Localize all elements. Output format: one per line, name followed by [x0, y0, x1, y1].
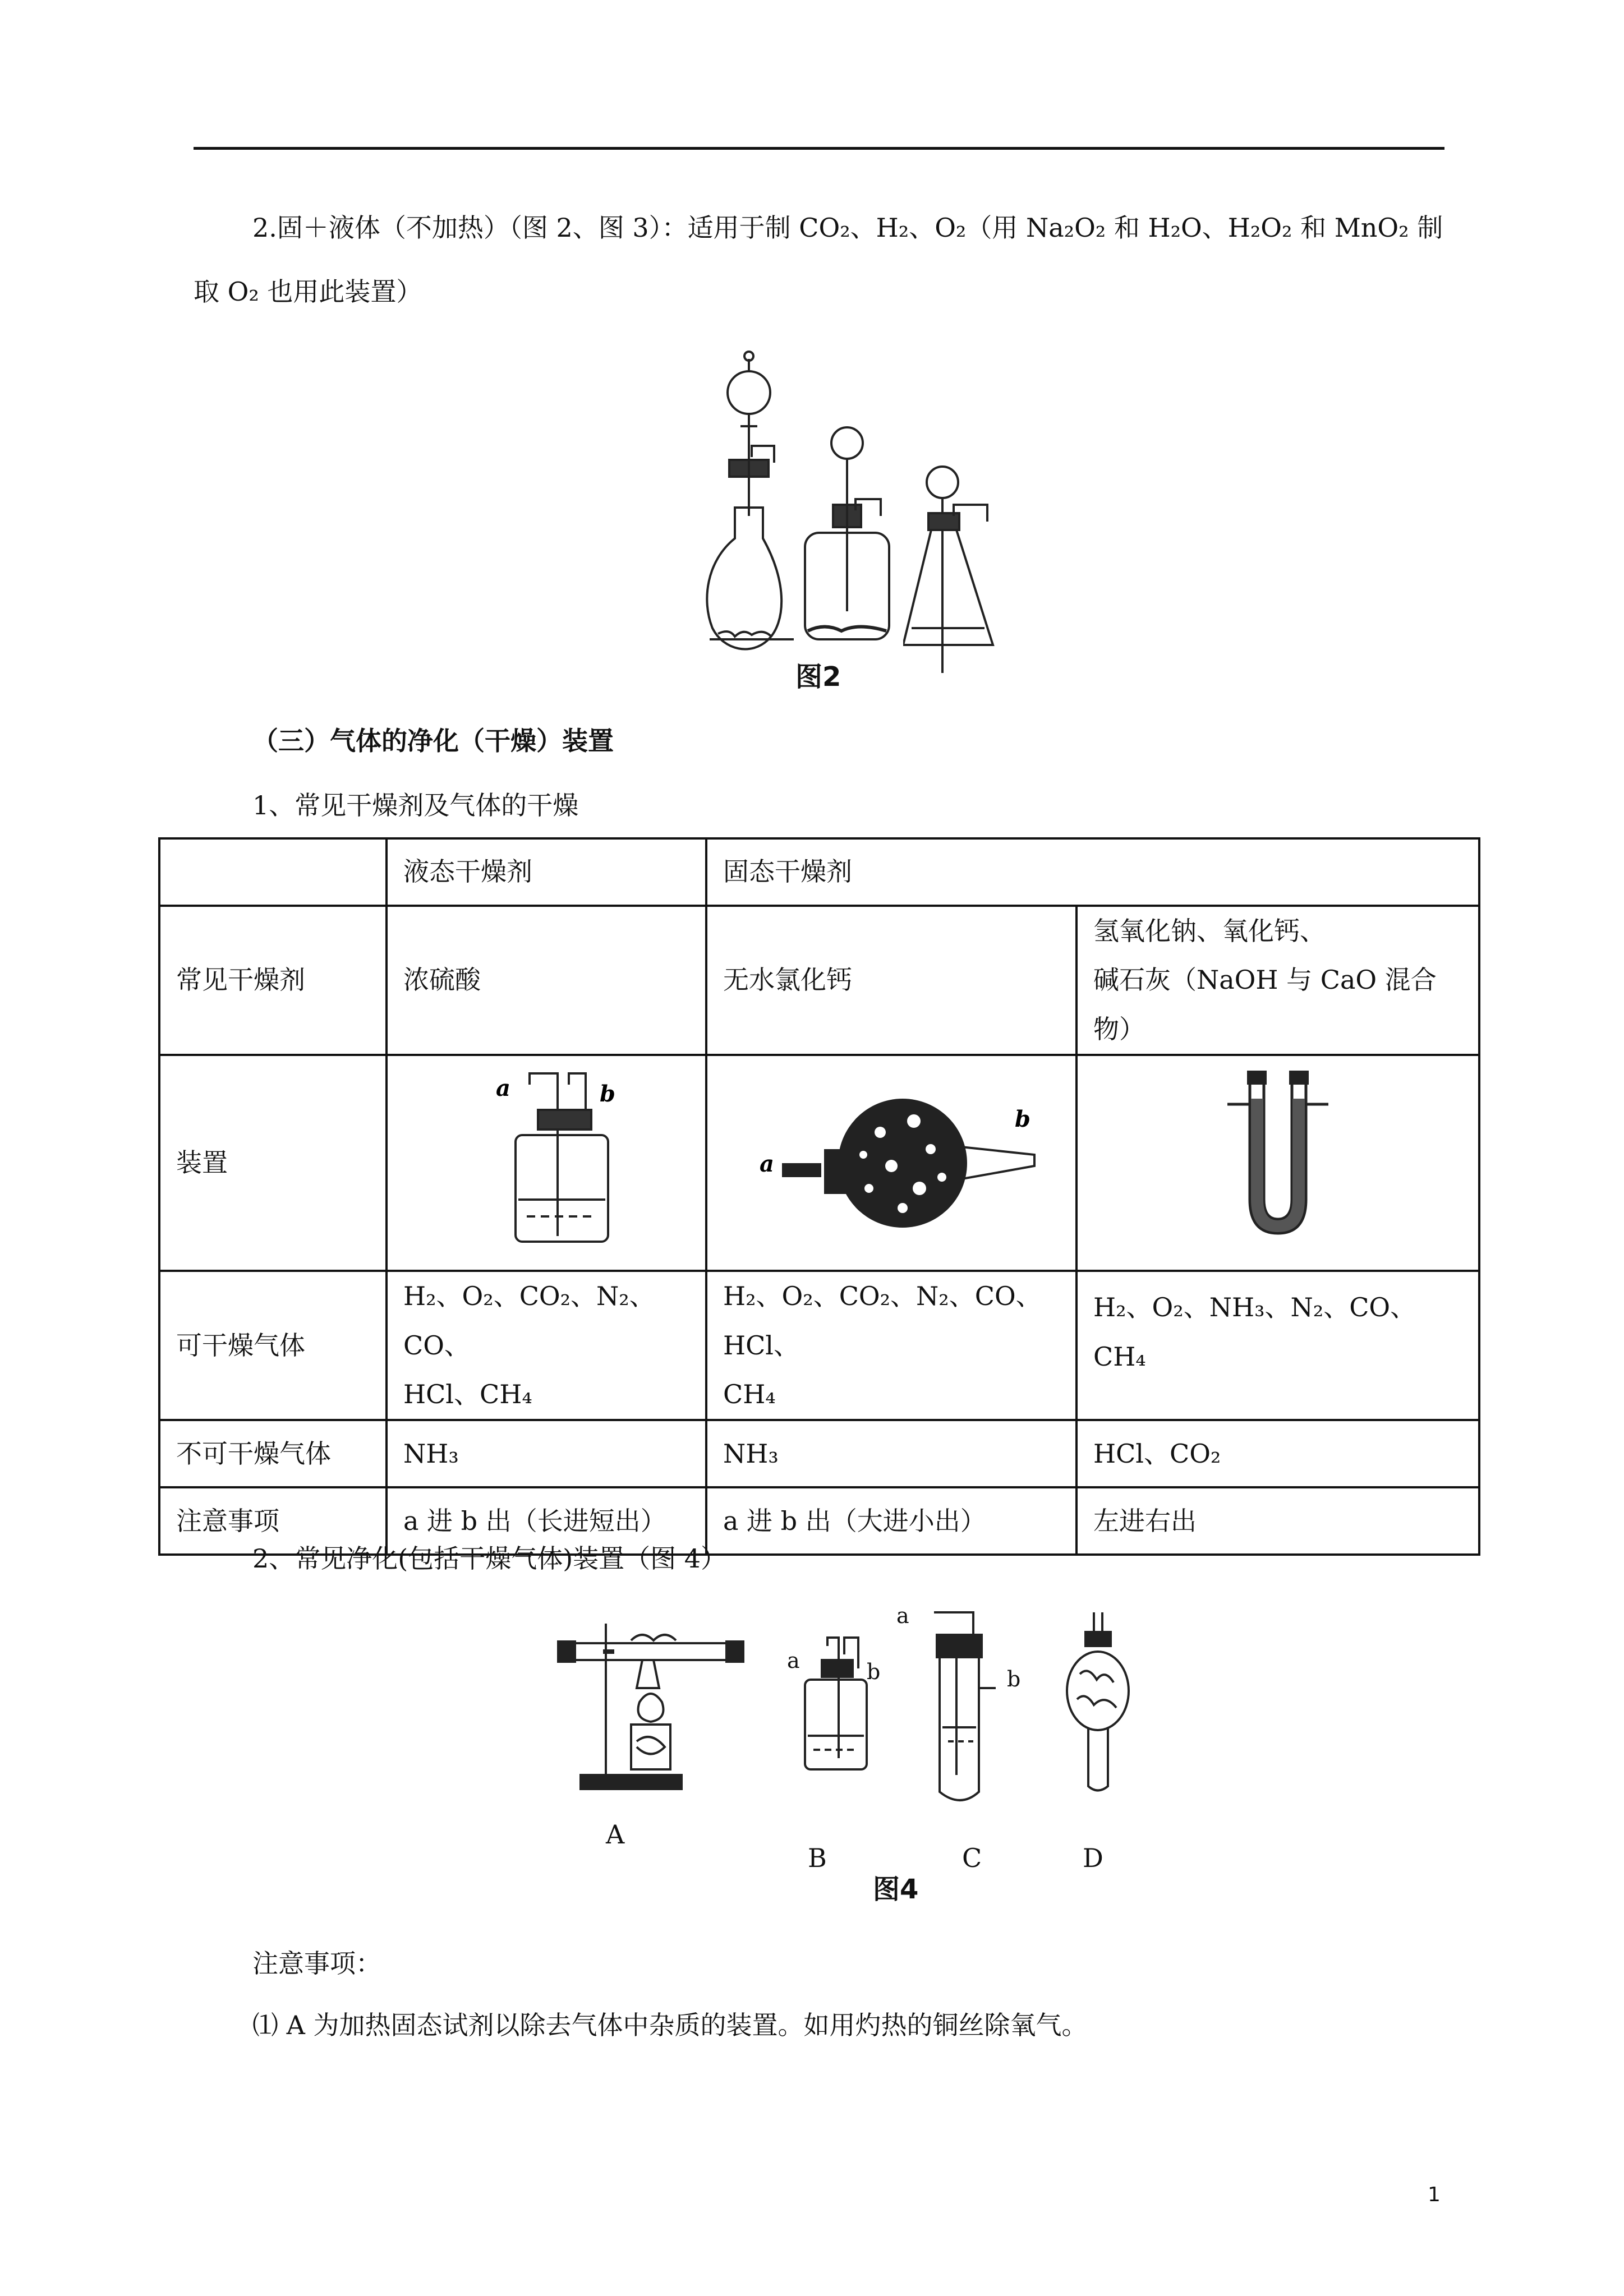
u-tube [1222, 1065, 1334, 1244]
table-cell-multiline [1076, 906, 1479, 1055]
page-number: 1 [1428, 2183, 1441, 2206]
gas-wash-bottle [473, 1062, 619, 1247]
sub2-text: 2、常见净化(包括干燥气体)装置（图 4） [252, 1543, 727, 1574]
funnel-bulb [728, 371, 770, 414]
table-row-label: 可干燥气体 [159, 1271, 387, 1420]
label-b: b [600, 1081, 615, 1108]
label-b: b [1015, 1106, 1030, 1133]
drying-bulb [734, 1082, 1048, 1228]
figure-4-label-D: D [1083, 1843, 1103, 1873]
figure-4-label-A: A [606, 1819, 625, 1850]
notes-heading: 注意事项： [252, 1948, 381, 1979]
section3-heading: （三）气体的净化（干燥）装置 [252, 726, 614, 756]
table-cell: NH₃ [706, 1420, 1076, 1487]
table-cell-line: 碱石灰（NaOH 与 CaO 混合物） [1093, 965, 1437, 1044]
table-cell: NH₃ [387, 1420, 706, 1487]
round-flask [707, 508, 781, 649]
table-cell [159, 838, 387, 906]
label-a: a [760, 1151, 774, 1178]
figure-4-label-b-C: b [1007, 1667, 1021, 1691]
table-cell-multiline [387, 1271, 706, 1420]
figure-2-caption: 图2 [795, 661, 841, 693]
table-header-solid: 固态干燥剂 [706, 838, 1479, 906]
table-cell-multiline [706, 1271, 1076, 1420]
section2-line2: 取 O₂ 也用此装置） [194, 276, 422, 307]
table-cell-line: CH₄ [723, 1378, 776, 1409]
table-cell-line: H₂、O₂、CO₂、N₂、CO、HCl、 [723, 1281, 1042, 1361]
u-tube-cell [1076, 1055, 1479, 1271]
table-row-dryable [159, 1271, 1479, 1420]
table-row-label: 注意事项 [159, 1487, 387, 1555]
figure-2-drawing [696, 348, 909, 695]
label-a: a [496, 1075, 510, 1102]
note-1: ⑴ A 为加热固态试剂以除去气体中杂质的装置。如用灼热的铜丝除氧气。 [252, 2010, 1088, 2040]
figure-2 [696, 348, 909, 695]
desiccant-table [158, 837, 1480, 1556]
figure-4-caption: 图4 [873, 1874, 919, 1905]
table-row-label: 常见干燥剂 [159, 906, 387, 1055]
section2-line1: 2.固＋液体（不加热）（图 2、图 3）：适用于制 CO₂、H₂、O₂（用 Na₂O₂ 和 H₂O、H₂O₂ 和 MnO₂ 制 [252, 213, 1443, 243]
table-row-device [159, 1055, 1479, 1271]
figure-4-label-a-B: a [787, 1648, 800, 1673]
figure-4-label-B: B [808, 1843, 827, 1873]
table-cell: a 进 b 出（长进短出） [387, 1487, 706, 1555]
table-cell: 浓硫酸 [387, 906, 706, 1055]
figure-4-label-a-C: a [896, 1603, 909, 1628]
table-row-not-dryable [159, 1420, 1479, 1487]
drying-tube-cell [706, 1055, 1076, 1271]
header-rule [194, 147, 1444, 150]
table-header-liquid: 液态干燥剂 [387, 838, 706, 906]
table-cell: HCl、CO₂ [1076, 1420, 1479, 1487]
table-cell: 无水氯化钙 [706, 906, 1076, 1055]
section3-sub1: 1、常见干燥剂及气体的干燥 [252, 790, 579, 820]
table-cell-line: H₂、O₂、CO₂、N₂、CO、 [403, 1281, 655, 1361]
figure-4-drawing [547, 1601, 1147, 1915]
table-cell-line: HCl、CH₄ [403, 1378, 532, 1409]
table-cell-line: 氢氧化钠、氧化钙、 [1093, 916, 1326, 946]
table-row-label: 不可干燥气体 [159, 1420, 387, 1487]
gas-wash-bottle-cell [387, 1055, 706, 1271]
figure-2-flask2 [903, 460, 999, 695]
table-row-common [159, 906, 1479, 1055]
figure-4 [547, 1601, 1147, 1915]
table-row-header [159, 838, 1479, 906]
table-cell: H₂、O₂、NH₃、N₂、CO、CH₄ [1076, 1271, 1479, 1420]
table-cell: 左进右出 [1076, 1487, 1479, 1555]
figure-4-label-C: C [962, 1843, 982, 1873]
table-cell: a 进 b 出（大进小出） [706, 1487, 1076, 1555]
figure-4-label-b-B: b [867, 1659, 881, 1684]
table-row-label: 装置 [159, 1055, 387, 1271]
